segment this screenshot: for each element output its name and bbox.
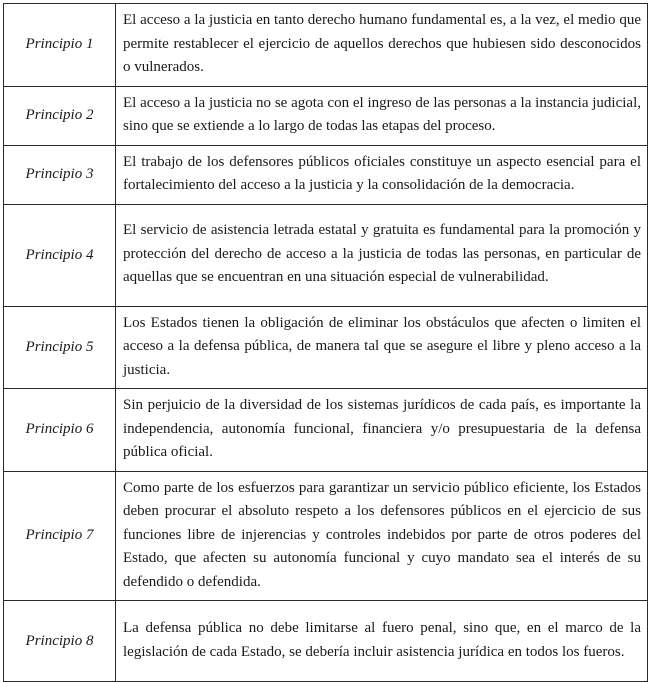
principle-text: El acceso a la justicia no se agota con el ingreso de las personas a la instancia judicial, sino que se extiende a lo largo de todas las etapas del proceso. [116,86,648,145]
principle-label: Principio 4 [4,204,116,306]
principle-label: Principio 6 [4,389,116,472]
principle-text: La defensa pública no debe limitarse al fuero penal, sino que, en el marco de la legislación de cada Estado, se debería incluir asistencia jurídica en todos los fueros. [116,601,648,682]
table-row [4,306,648,389]
principle-text: El acceso a la justicia en tanto derecho humano fundamental es, a la vez, el medio que permite restablecer el ejercicio de aquellos derechos que hubiesen sido desconocidos o vulnerados. [116,4,648,87]
principle-text: El servicio de asistencia letrada estatal y gratuita es fundamental para la promoción y protección del derecho de acceso a la justicia de todas las personas, en particular de aquellas que se encuentran en una situación especial de vulnerabilidad. [116,204,648,306]
principle-text: Sin perjuicio de la diversidad de los sistemas jurídicos de cada país, es importante la independencia, autonomía funcional, financiera y/o presupuestaria de la defensa pública oficial. [116,389,648,472]
table-row [4,145,648,204]
principle-label: Principio 3 [4,145,116,204]
principle-label: Principio 8 [4,601,116,682]
table-row [4,471,648,601]
principles-table [3,3,648,682]
table-row [4,389,648,472]
table-row [4,601,648,682]
principle-text: El trabajo de los defensores públicos oficiales constituye un aspecto esencial para el fortalecimiento del acceso a la justicia y la consolidación de la democracia. [116,145,648,204]
table-row [4,86,648,145]
table-row [4,4,648,87]
principle-text: Los Estados tienen la obligación de eliminar los obstáculos que afecten o limiten el acceso a la defensa pública, de manera tal que se asegure el libre y pleno acceso a la justicia. [116,306,648,389]
principle-label: Principio 5 [4,306,116,389]
principle-label: Principio 1 [4,4,116,87]
table-row [4,204,648,306]
principle-text: Como parte de los esfuerzos para garantizar un servicio público eficiente, los Estados deben procurar el absoluto respeto a los defensores públicos en el ejercicio de sus funciones libre de injerencias y controles indebidos por parte de otros poderes del Estado, que afecten su autonomía funcional y cuyo mandato sea el interés de su defendido o defendida. [116,471,648,601]
principle-label: Principio 7 [4,471,116,601]
principle-label: Principio 2 [4,86,116,145]
